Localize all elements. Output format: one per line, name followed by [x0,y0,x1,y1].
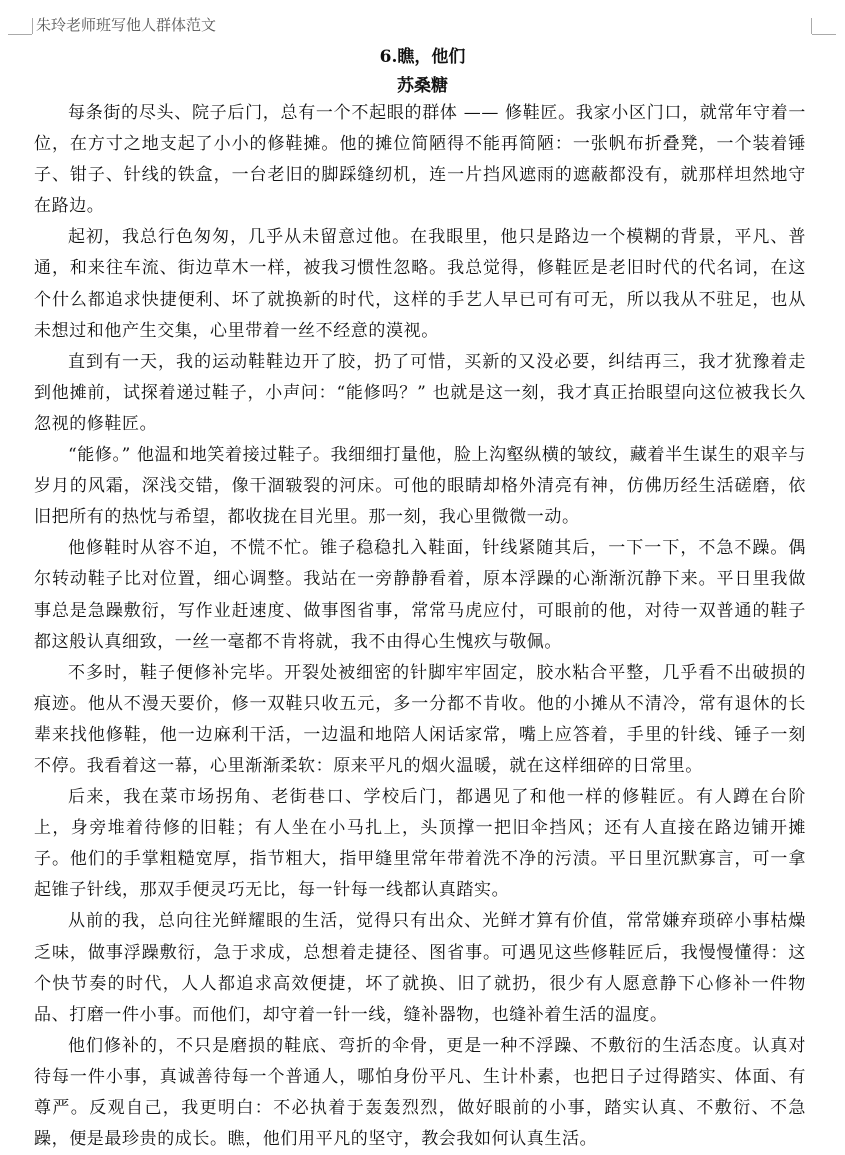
paragraph-7: 后来，我在菜市场拐角、老街巷口、学校后门，都遇见了和他一样的修鞋匠。有人蹲在台阶上，身旁堆着待修的旧鞋；有人坐在小马扎上，头顶撑一把旧伞挡风；还有人直接在路边铺开摊子。他们的手掌粗糙宽厚，指节粗大，指甲缝里常年带着洗不净的污渍。平日里沉默寡言，可一拿起锥子针线，那双手便灵巧无比，每一针每一线都认真踏实。 [34,787,806,901]
paragraph-4: “能修。” 他温和地笑着接过鞋子。我细细打量他，脸上沟壑纵横的皱纹，藏着半生谋生的艰辛与岁月的风霜，深浅交错，像干涸皲裂的河床。可他的眼睛却格外清亮有神，仿佛历经生活磋磨，依旧把所有的热忱与希望，都收拢在目光里。那一刻，我心里微微一动。 [34,445,806,528]
paragraph-9: 他们修补的，不只是磨损的鞋底、弯折的伞骨，更是一种不浮躁、不敷衍的生活态度。认真对待每一件小事，真诚善待每一个普通人，哪怕身份平凡、生计朴素，也把日子过得踏实、体面、有尊严。反观自己，我更明白：不必执着于轰轰烈烈，做好眼前的小事，踏实认真、不敷衍、不急躁，便是最珍贵的成长。瞧，他们用平凡的坚守，教会我如何认真生活。 [34,1035,806,1150]
document-title: 6.瞧，他们 [379,47,466,67]
header-corner-mark-right [812,34,836,35]
paragraph-2: 起初，我总行色匆匆，几乎从未留意过他。在我眼里，他只是路边一个模糊的背景，平凡、普通，和来往车流、街边草木一样，被我习惯性忽略。我总觉得，修鞋匠是老旧时代的代名词，在这个什么都追求快捷便利、坏了就换新的时代，这样的手艺人早已可有可无，所以我从不驻足，也从未想过和他产生交集，心里带着一丝不经意的漠视。 [34,227,806,341]
document-author: 苏桑糖 [397,76,448,96]
page-header [32,10,812,38]
header-corner-mark-right-vertical [811,18,812,34]
paragraph-3: 直到有一天，我的运动鞋鞋边开了胶，扔了可惜，买新的又没必要，纠结再三，我才犹豫着走到他摊前，试探着递过鞋子，小声问：“能修吗？” 也就是这一刻，我才真正抬眼望向这位被我长久忽视的修鞋匠。 [34,351,806,434]
header-corner-mark-left [8,34,32,35]
header-text: 朱玲老师班写他人群体范文 [36,16,217,34]
header-corner-mark-left-vertical [32,18,33,34]
paragraph-8: 从前的我，总向往光鲜耀眼的生活，觉得只有出众、光鲜才算有价值，常常嫌弃琐碎小事枯燥乏味，做事浮躁敷衍，急于求成，总想着走捷径、图省事。可遇见这些修鞋匠后，我慢慢懂得：这个快节奏的时代，人人都追求高效便捷，坏了就换、旧了就扔，很少有人愿意静下心修补一件物品、打磨一件小事。而他们，却守着一针一线，缝补器物，也缝补着生活的温度。 [34,911,806,1025]
paragraph-1: 每条街的尽头、院子后门，总有一个不起眼的群体 —— 修鞋匠。我家小区门口，就常年守着一位，在方寸之地支起了小小的修鞋摊。他的摊位简陋得不能再简陋：一张帆布折叠凳，一个装着锤子、钳子、针线的铁盒，一台老旧的脚踩缝纫机，连一片挡风遮雨的遮蔽都没有，就那样坦然地守在路边。 [34,103,806,217]
paragraph-5: 他修鞋时从容不迫，不慌不忙。锥子稳稳扎入鞋面，针线紧随其后，一下一下，不急不躁。偶尔转动鞋子比对位置，细心调整。我站在一旁静静看着，原本浮躁的心渐渐沉静下来。平日里我做事总是急躁敷衍，写作业赶速度、做事图省事，常常马虎应付，可眼前的他，对待一双普通的鞋子都这般认真细致，一丝一毫都不肯将就，我不由得心生愧疚与敬佩。 [34,538,806,652]
document-body [34,98,806,1155]
paragraph-6: 不多时，鞋子便修补完毕。开裂处被细密的针脚牢牢固定，胶水粘合平整，几乎看不出破损的痕迹。他从不漫天要价，修一双鞋只收五元，多一分都不肯收。他的小摊从不清冷，常有退休的长辈来找他修鞋，他一边麻利干活，一边温和地陪人闲话家常，嘴上应答着，手里的针线、锤子一刻不停。我看着这一幕，心里渐渐柔软：原来平凡的烟火温暖，就在这样细碎的日常里。 [34,662,806,776]
